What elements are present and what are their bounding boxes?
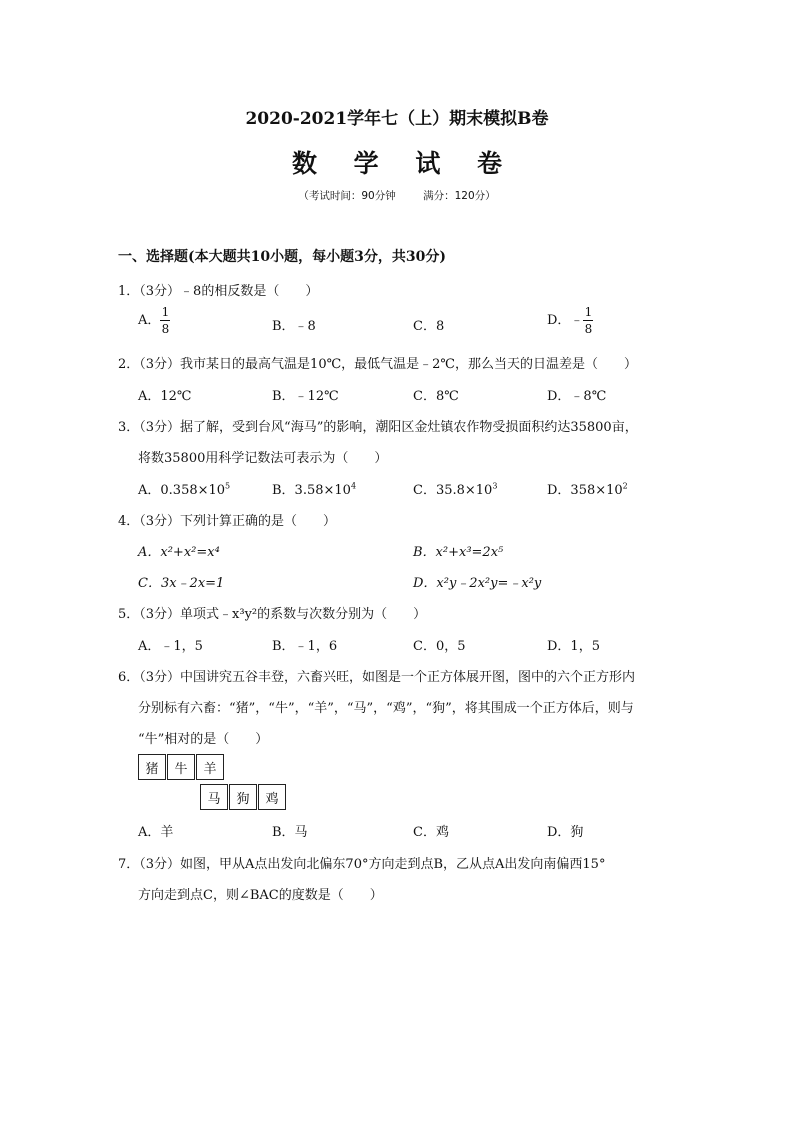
question-1-stem: 1．（3分）﹣8的相反数是（ ） bbox=[118, 284, 319, 299]
question-6-option-a: A．羊 bbox=[138, 825, 174, 840]
question-5-option-d: D．1，5 bbox=[547, 639, 600, 654]
question-6-stem-line2: 分别标有六畜：“猪”，“牛”，“羊”，“马”，“鸡”，“狗”，将其围成一个正方体后，则与 bbox=[138, 701, 634, 716]
exam-info bbox=[0, 188, 794, 203]
question-2-option-b: B．﹣12℃ bbox=[272, 389, 339, 404]
net-cell-pig: 猪 bbox=[138, 754, 166, 780]
question-4-stem: 4．（3分）下列计算正确的是（ ） bbox=[118, 514, 337, 529]
question-1-option-a: A． $\frac{1}{8}$ bbox=[138, 305, 170, 336]
net-cell-dog: 狗 bbox=[229, 784, 257, 810]
fraction: $\frac{1}{8}$ bbox=[584, 305, 593, 336]
question-4-option-a: A．x²+x²=x⁴ bbox=[138, 545, 220, 560]
question-5-option-c: C．0，5 bbox=[413, 639, 466, 654]
question-4-option-c: C．3x﹣2x=1 bbox=[138, 576, 225, 591]
question-1-option-b: B．﹣8 bbox=[272, 319, 316, 334]
question-6-stem-line3: “牛”相对的是（ ） bbox=[138, 732, 269, 747]
question-3-option-d: D．$358\times 10^2$ bbox=[547, 481, 628, 498]
exam-score: 满分：120分） bbox=[423, 190, 496, 202]
net-cell-ox: 牛 bbox=[167, 754, 195, 780]
question-5-option-a: A．﹣1，5 bbox=[138, 639, 203, 654]
question-3-stem-line1: 3．（3分）据了解，受到台风“海马”的影响，潮阳区金灶镇农作物受损面积约达35800亩， bbox=[118, 420, 638, 435]
exam-subject: 数 学 试 卷 bbox=[291, 149, 517, 178]
section-heading: 一、选择题(本大题共10小题，每小题3分，共30分) bbox=[118, 249, 446, 265]
question-3-option-c: C．$35.8\times 10^3$ bbox=[413, 481, 498, 498]
question-6-stem-line1: 6．（3分）中国讲究五谷丰登，六畜兴旺，如图是一个正方体展开图，图中的六个正方形内 bbox=[118, 670, 636, 685]
question-6-option-b: B．马 bbox=[272, 825, 308, 840]
fraction: $\frac{1}{8}$ bbox=[161, 305, 170, 336]
question-4-option-d: D．x²y﹣2x²y=﹣x²y bbox=[413, 576, 542, 591]
question-6-option-c: C．鸡 bbox=[413, 825, 449, 840]
question-3-option-b: B．$3.58\times 10^4$ bbox=[272, 481, 357, 498]
question-7-stem-line2: 方向走到点C，则∠BAC的度数是（ ） bbox=[138, 888, 383, 903]
question-2-option-c: C．8℃ bbox=[413, 389, 459, 404]
question-5-stem: 5．（3分）单项式﹣x³y²的系数与次数分别为（ ） bbox=[118, 607, 427, 622]
cube-net-figure bbox=[138, 754, 288, 810]
question-2-option-a: A．12℃ bbox=[138, 389, 192, 404]
net-cell-rooster: 鸡 bbox=[258, 784, 286, 810]
question-3-option-a: A．$0.358\times 10^5$ bbox=[138, 481, 231, 498]
question-5-option-b: B．﹣1，6 bbox=[272, 639, 338, 654]
question-1-option-c: C．8 bbox=[413, 319, 445, 334]
exam-time: （考试时间：90分钟 bbox=[298, 190, 396, 202]
exam-title: 2020-2021学年七（上）期末模拟B卷 bbox=[245, 109, 549, 129]
question-2-option-d: D．﹣8℃ bbox=[547, 389, 607, 404]
question-4-option-b: B．x²+x³=2x⁵ bbox=[413, 545, 504, 560]
question-7-stem-line1: 7．（3分）如图，甲从A点出发向北偏东70°方向走到点B，乙从点A出发向南偏西15° bbox=[118, 857, 606, 872]
question-2-stem: 2．（3分）我市某日的最高气温是10℃，最低气温是﹣2℃，那么当天的日温差是（ ） bbox=[118, 357, 637, 372]
question-3-stem-line2: 将数35800用科学记数法可表示为（ ） bbox=[138, 451, 388, 466]
net-cell-horse: 马 bbox=[200, 784, 228, 810]
net-cell-sheep: 羊 bbox=[196, 754, 224, 780]
question-1-option-d: D．﹣ $\frac{1}{8}$ bbox=[547, 305, 593, 336]
question-6-option-d: D．狗 bbox=[547, 825, 584, 840]
